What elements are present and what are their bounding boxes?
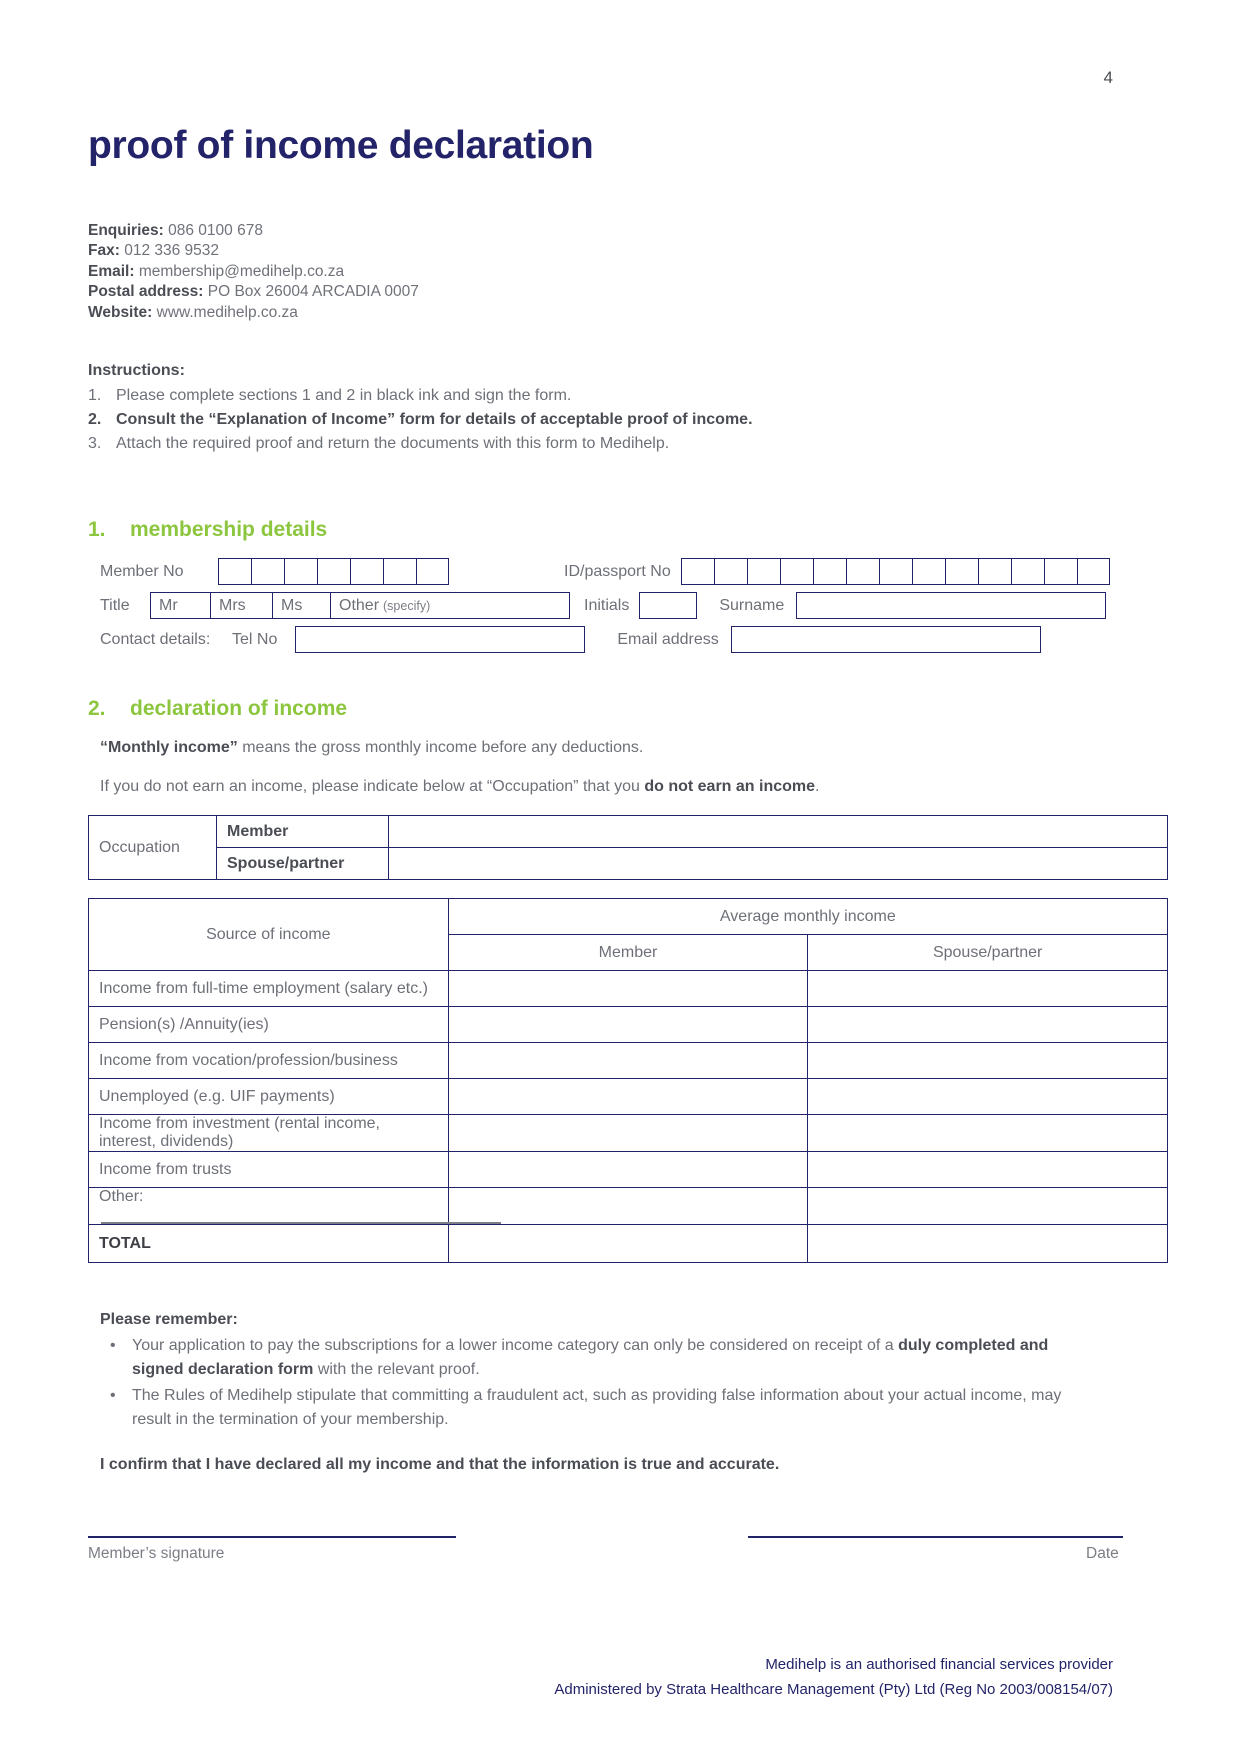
instruction-text: Attach the required proof and return the documents with this form to Medihelp. — [116, 435, 670, 453]
member-no-char-4[interactable] — [317, 558, 350, 585]
table-row — [89, 1115, 1168, 1152]
income-other-label: Other: — [99, 1188, 144, 1206]
member-no-char-1[interactable] — [218, 558, 251, 585]
member-no-char-2[interactable] — [251, 558, 284, 585]
contact-label: Postal address — [88, 283, 199, 301]
income-other-input[interactable] — [101, 1210, 501, 1224]
title-option-mr[interactable]: Mr — [150, 592, 210, 619]
id-passport-char-6[interactable] — [846, 558, 879, 585]
no-income-note-pre: If you do not earn an income, please indicate below at “Occupation” that you — [100, 778, 645, 796]
member-no-row — [100, 558, 1168, 585]
id-passport-char-12[interactable] — [1044, 558, 1077, 585]
income-source-label: Income from investment (rental income, interest, dividends) — [89, 1115, 449, 1152]
occupation-table — [88, 815, 1168, 880]
initials-input[interactable] — [639, 592, 697, 619]
income-other-member-amount-input[interactable] — [448, 1188, 808, 1225]
contact-line-fax: Fax: 012 336 9532 — [88, 242, 220, 260]
monthly-income-definition — [100, 737, 1168, 759]
member-signature-label: Member’s signature — [88, 1545, 225, 1563]
instructions-block — [88, 362, 1168, 456]
member-signature-line[interactable] — [88, 1536, 456, 1538]
title-label: Title — [100, 596, 130, 614]
contact-line-website: Website: www.medihelp.co.za — [88, 303, 298, 321]
id-passport-char-1[interactable] — [681, 558, 714, 585]
id-passport-label: ID/passport No — [564, 562, 671, 580]
source-of-income-header: Source of income — [89, 899, 449, 971]
title-option-mrs[interactable]: Mrs — [210, 592, 272, 619]
income-other-cell — [89, 1188, 449, 1225]
footer-line-1: Medihelp is an authorised financial services provider — [765, 1656, 1113, 1673]
instruction-text: Please complete sections 1 and 2 in black ink and sign the form. — [116, 387, 572, 405]
table-row — [89, 816, 1168, 848]
income-spouse-amount-input[interactable] — [808, 1115, 1168, 1152]
monthly-income-term: “Monthly income” — [100, 739, 238, 757]
section-2-title: declaration of income — [130, 697, 348, 721]
bullet-1-post: with the relevant proof. — [313, 1361, 480, 1379]
occupation-label: Occupation — [89, 816, 217, 880]
id-passport-char-9[interactable] — [945, 558, 978, 585]
occupation-member-input[interactable] — [389, 816, 1168, 848]
average-monthly-income-header: Average monthly income — [448, 899, 1167, 935]
date-label: Date — [1086, 1545, 1119, 1563]
contact-label: Enquiries — [88, 221, 159, 239]
title-row — [100, 592, 1168, 619]
contact-value: www.medihelp.co.za — [156, 303, 298, 321]
income-total-member-input[interactable] — [448, 1225, 808, 1263]
id-passport-char-3[interactable] — [747, 558, 780, 585]
bullet-1-pre: Your application to pay the subscriptions for a lower income category can only be considered on receipt of a — [132, 1337, 899, 1355]
section-1-number: 1. — [88, 518, 106, 542]
member-no-char-5[interactable] — [350, 558, 383, 585]
table-row — [89, 971, 1168, 1007]
page-title: proof of income declaration — [88, 124, 594, 167]
contact-value: 012 336 9532 — [124, 242, 220, 260]
member-no-char-7[interactable] — [416, 558, 449, 585]
instruction-number: 1. — [88, 387, 102, 405]
confirmation-statement: I confirm that I have declared all my income and that the information is true and accurate. — [100, 1456, 780, 1474]
member-no-char-3[interactable] — [284, 558, 317, 585]
table-row — [89, 1152, 1168, 1188]
income-source-label: Income from vocation/profession/business — [89, 1043, 449, 1079]
please-remember-title: Please remember: — [100, 1311, 238, 1329]
member-no-input[interactable] — [218, 558, 449, 585]
id-passport-char-8[interactable] — [912, 558, 945, 585]
contact-line-enquiries: Enquiries: 086 0100 678 — [88, 221, 263, 239]
bullet-1-bold: duly completed and signed declaration form — [132, 1337, 1049, 1379]
no-income-note — [100, 776, 1168, 798]
section-2 — [88, 697, 1168, 1263]
contact-line-postal: Postal address: PO Box 26004 ARCADIA 0007 — [88, 283, 419, 301]
income-total-spouse-input[interactable] — [808, 1225, 1168, 1263]
section-2-body — [88, 737, 1168, 798]
id-passport-char-4[interactable] — [780, 558, 813, 585]
instruction-text: Consult the “Explanation of Income” form for details of acceptable proof of income. — [116, 411, 753, 429]
table-row — [89, 1007, 1168, 1043]
income-spouse-amount-input[interactable] — [808, 971, 1168, 1007]
contact-label: Fax — [88, 242, 115, 260]
income-spouse-amount-input[interactable] — [808, 1043, 1168, 1079]
income-member-amount-input[interactable] — [448, 1079, 808, 1115]
page-footer — [554, 1652, 1113, 1702]
income-col-spouse: Spouse/partner — [808, 935, 1168, 971]
income-member-amount-input[interactable] — [448, 1043, 808, 1079]
income-other-spouse-amount-input[interactable] — [808, 1188, 1168, 1225]
contact-value: PO Box 26004 ARCADIA 0007 — [207, 283, 419, 301]
contact-details-row — [100, 626, 1168, 653]
please-remember-block — [88, 1311, 1098, 1474]
instruction-number: 2. — [88, 411, 102, 429]
table-row-total — [89, 1225, 1168, 1263]
id-passport-char-2[interactable] — [714, 558, 747, 585]
table-row — [89, 848, 1168, 880]
initials-label: Initials — [584, 596, 630, 614]
occupation-spouse-label: Spouse/partner — [217, 848, 389, 880]
income-source-label: Income from full-time employment (salary etc.) — [89, 971, 449, 1007]
income-member-amount-input[interactable] — [448, 971, 808, 1007]
section-2-number: 2. — [88, 697, 106, 721]
page-content — [88, 125, 1168, 1596]
bullet-2-text: The Rules of Medihelp stipulate that committing a fraudulent act, such as providing false information about your actual income, may result in the termination of your membership. — [132, 1387, 1062, 1429]
income-source-label: Unemployed (e.g. UIF payments) — [89, 1079, 449, 1115]
income-spouse-amount-input[interactable] — [808, 1007, 1168, 1043]
income-member-amount-input[interactable] — [448, 1115, 808, 1152]
contact-label: Email — [88, 262, 130, 280]
contact-block — [88, 221, 1168, 324]
surname-input[interactable] — [796, 592, 1106, 619]
instructions-title: Instructions: — [88, 362, 185, 380]
member-no-char-6[interactable] — [383, 558, 416, 585]
title-other-label: Other — [339, 596, 380, 614]
contact-label: Website — [88, 303, 148, 321]
income-table-header-top — [89, 899, 1168, 935]
income-col-member: Member — [448, 935, 808, 971]
income-source-label: Pension(s) /Annuity(ies) — [89, 1007, 449, 1043]
remember-bullet-2 — [100, 1384, 1098, 1432]
contact-value: 086 0100 678 — [168, 221, 263, 239]
tel-no-input[interactable] — [295, 626, 585, 653]
id-passport-char-5[interactable] — [813, 558, 846, 585]
income-table — [88, 898, 1168, 1263]
title-other-input[interactable] — [330, 592, 570, 619]
contact-value: membership@medihelp.co.za — [138, 262, 345, 280]
bullet-icon: • — [110, 1337, 116, 1355]
id-passport-input[interactable] — [681, 558, 1110, 585]
page-number: 4 — [1103, 68, 1113, 87]
signature-area — [88, 1536, 1168, 1596]
income-spouse-amount-input[interactable] — [808, 1079, 1168, 1115]
bullet-icon: • — [110, 1387, 116, 1405]
email-address-label: Email address — [617, 630, 719, 648]
date-line[interactable] — [748, 1536, 1123, 1538]
section-1-title: membership details — [130, 518, 328, 542]
table-row — [89, 1079, 1168, 1115]
table-row — [89, 1188, 1168, 1225]
occupation-member-label: Member — [217, 816, 389, 848]
section-1-heading — [88, 518, 1168, 542]
instruction-number: 3. — [88, 435, 102, 453]
instruction-item-1 — [88, 384, 1168, 408]
id-passport-char-11[interactable] — [1011, 558, 1044, 585]
surname-label: Surname — [719, 596, 785, 614]
section-2-heading — [88, 697, 1168, 721]
member-no-label: Member No — [100, 562, 184, 580]
income-total-label: TOTAL — [89, 1225, 449, 1263]
contact-details-label: Contact details: — [100, 630, 211, 648]
footer-line-2: Administered by Strata Healthcare Management (Pty) Ltd (Reg No 2003/008154/07) — [554, 1681, 1113, 1698]
income-source-label: Income from trusts — [89, 1152, 449, 1188]
id-passport-char-13[interactable] — [1077, 558, 1110, 585]
income-member-amount-input[interactable] — [448, 1007, 808, 1043]
income-member-amount-input[interactable] — [448, 1152, 808, 1188]
income-spouse-amount-input[interactable] — [808, 1152, 1168, 1188]
email-address-input[interactable] — [731, 626, 1041, 653]
occupation-spouse-input[interactable] — [389, 848, 1168, 880]
monthly-income-rest: means the gross monthly income before any deductions. — [237, 739, 644, 757]
title-other-note: (specify) — [383, 598, 431, 613]
no-income-note-bold: do not earn an income — [644, 778, 816, 796]
instruction-item-2 — [88, 408, 1168, 432]
id-passport-char-10[interactable] — [978, 558, 1011, 585]
id-passport-char-7[interactable] — [879, 558, 912, 585]
membership-form — [88, 558, 1168, 653]
no-income-note-post: . — [815, 778, 820, 796]
tel-no-label: Tel No — [232, 630, 278, 648]
contact-line-email: Email: membership@medihelp.co.za — [88, 262, 345, 280]
remember-bullet-1 — [100, 1334, 1098, 1382]
title-option-ms[interactable]: Ms — [272, 592, 330, 619]
instruction-item-3 — [88, 432, 1168, 456]
table-row — [89, 1043, 1168, 1079]
